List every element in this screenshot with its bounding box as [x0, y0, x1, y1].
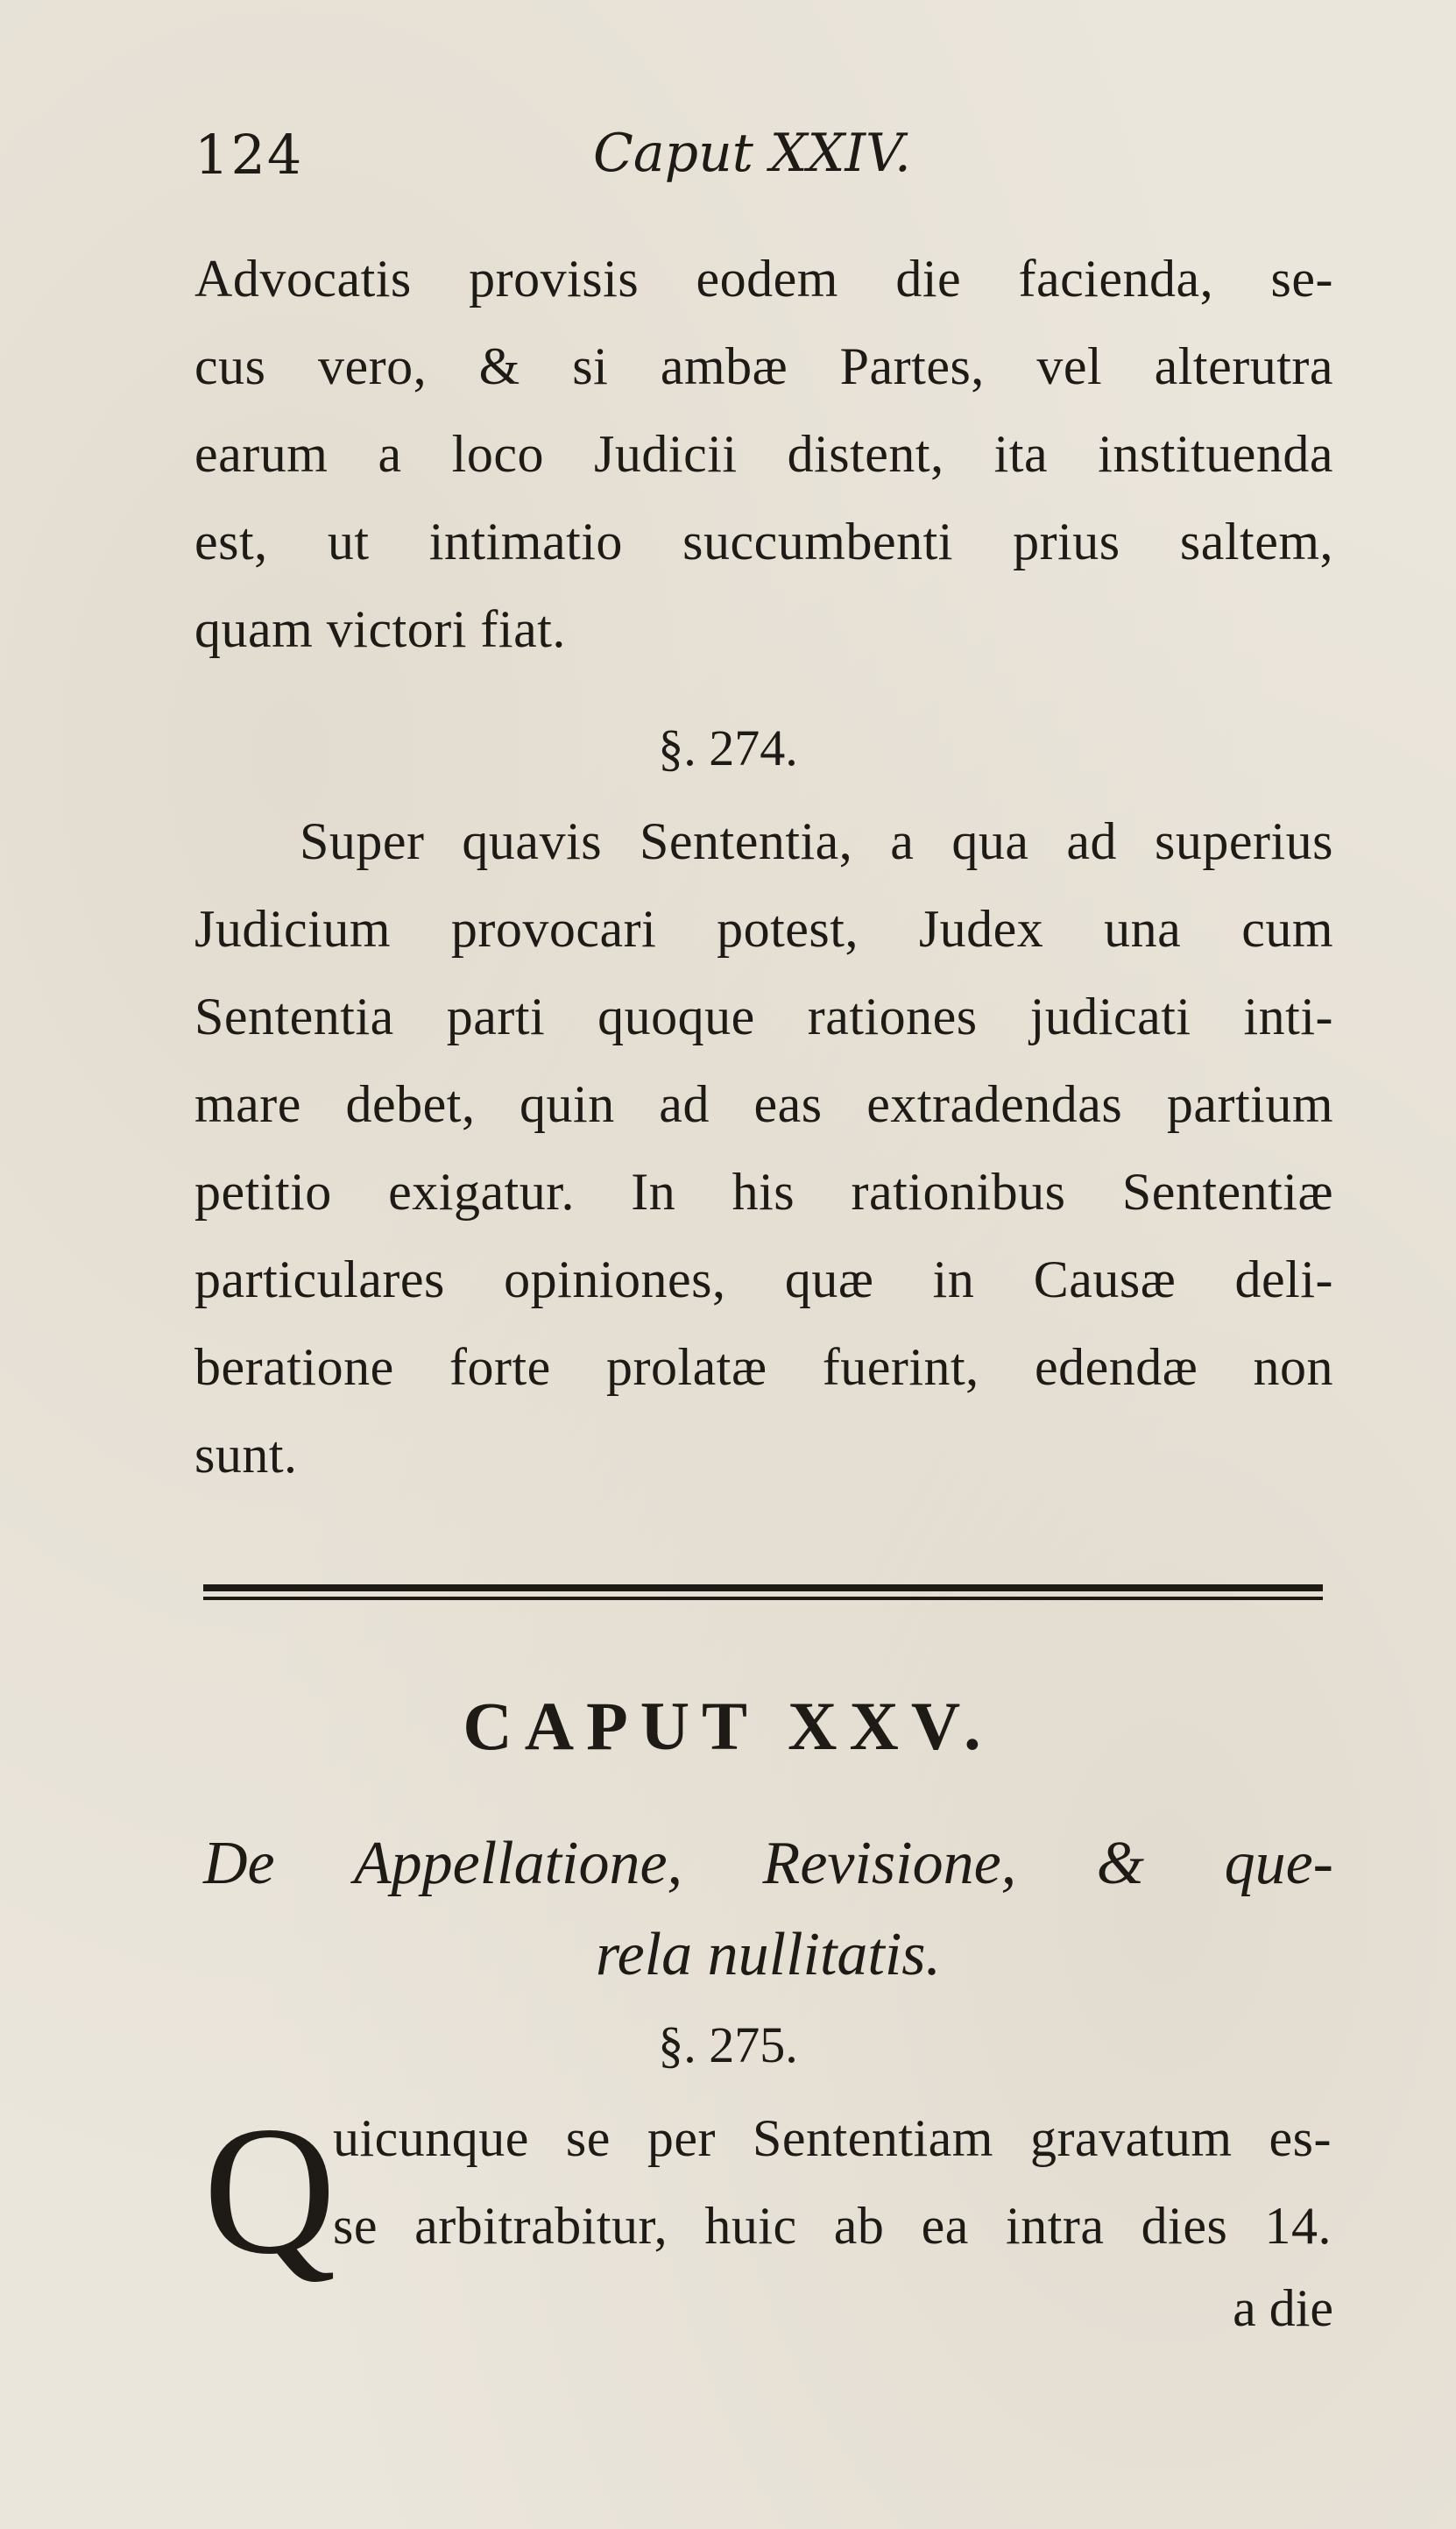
- text-line: uicunque se per Sententiam gravatum es-: [333, 2109, 1332, 2167]
- paragraph-275: [333, 2094, 1332, 2270]
- running-title: Caput XXIV.: [593, 123, 911, 184]
- chapter-title: CAPUT XXV.: [463, 1688, 993, 1764]
- text-line: quam victori fiat.: [194, 600, 566, 658]
- text-line: se arbitrabitur, huic ab ea intra dies 14.: [333, 2197, 1332, 2255]
- chapter-subtitle: [203, 1818, 1333, 2001]
- text-line: petitio exigatur. In his rationibus Sententiæ: [194, 1163, 1333, 1221]
- text-line: Super quavis Sententia, a qua ad superius: [300, 812, 1333, 870]
- text-line: beratione forte prolatæ fuerint, edendæ non: [194, 1338, 1333, 1396]
- text-line: earum a loco Judicii distent, ita instituenda: [194, 425, 1333, 483]
- section-heading-274: §. 274.: [658, 719, 798, 776]
- chapter-divider-rule: [203, 1584, 1323, 1604]
- text-line: Judicium provocari potest, Judex una cum: [194, 900, 1333, 958]
- text-line: Sententia parti quoque rationes judicati inti-: [194, 988, 1333, 1045]
- running-head: [194, 123, 1333, 202]
- text-line: mare debet, quin ad eas extradendas partium: [194, 1075, 1333, 1133]
- text-line: sunt.: [194, 1426, 298, 1484]
- text-line: Advocatis provisis eodem die facienda, se-: [194, 250, 1333, 308]
- drop-cap: Q: [203, 2089, 336, 2292]
- section-heading-275: §. 275.: [658, 2016, 798, 2073]
- text-line: particulares opiniones, quæ in Causæ deli-: [194, 1250, 1333, 1308]
- text-line: cus vero, & si ambæ Partes, vel alterutra: [194, 337, 1333, 395]
- text-line: est, ut intimatio succumbenti prius saltem,: [194, 513, 1333, 570]
- subtitle-line: rela nullitatis.: [595, 1921, 942, 1988]
- subtitle-line: De Appellatione, Revisione, & que-: [203, 1830, 1333, 1897]
- catchword: a die: [1233, 2279, 1333, 2337]
- divider-thin-line: [203, 1597, 1323, 1600]
- paragraph-continued: [194, 235, 1333, 673]
- divider-thick-line: [203, 1584, 1323, 1591]
- page-number: 124: [194, 123, 304, 187]
- paragraph-274: [194, 797, 1333, 1498]
